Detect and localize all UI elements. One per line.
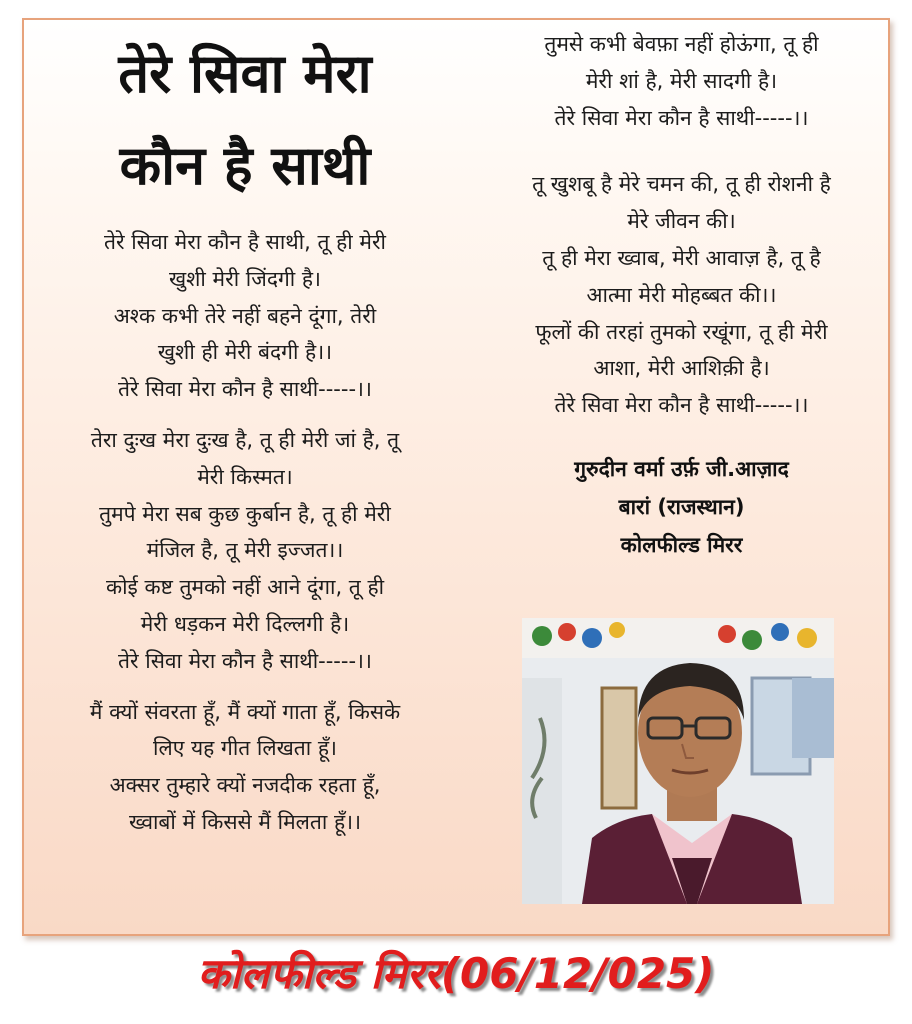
title-line: तेरे सिवा मेरा bbox=[118, 42, 372, 105]
right-column bbox=[471, 20, 892, 564]
author-photo bbox=[522, 618, 834, 904]
poem-line: फूलों की तरहां तुमको रखूंगा, तू ही मेरी bbox=[535, 319, 828, 344]
poem-line: आशा, मेरी आशिक़ी है। bbox=[593, 356, 770, 381]
poem-line: मेरी शां है, मेरी सादगी है। bbox=[585, 68, 778, 93]
stanza bbox=[471, 26, 892, 136]
poem-line: लिए यह गीत लिखता हूँ। bbox=[153, 736, 337, 761]
footer-caption: कोलफील्ड मिरर(06/12/025) bbox=[197, 949, 715, 998]
poem-line: तेरा दुःख मेरा दुःख है, तू ही मेरी जां है, तू bbox=[90, 427, 400, 452]
poem-line: कोई कष्ट तुमको नहीं आने दूंगा, तू ही bbox=[105, 575, 385, 600]
author-publication: कोलफील्ड मिरर bbox=[620, 532, 743, 557]
poem-line: मेरी धड़कन मेरी दिल्लगी है। bbox=[140, 611, 350, 636]
stanza bbox=[24, 224, 466, 408]
poem-line: मैं क्यों संवरता हूँ, मैं क्यों गाता हूँ, किसके bbox=[89, 699, 401, 724]
poem-line: तुमपे मेरा सब कुछ कुर्बान है, तू ही मेरी bbox=[99, 501, 391, 526]
poem-line: तेरे सिवा मेरा कौन है साथी-----।। bbox=[554, 393, 809, 418]
left-column bbox=[24, 20, 466, 841]
poem-line: तू खुशबू है मेरे चमन की, तू ही रोशनी है bbox=[532, 172, 831, 197]
poem-line: अक्सर तुम्हारे क्यों नजदीक रहता हूँ, bbox=[109, 773, 381, 798]
poem-line: अश्क कभी तेरे नहीं बहने दूंगा, तेरी bbox=[113, 303, 377, 328]
poem-title bbox=[24, 20, 466, 212]
poem-line: तेरे सिवा मेरा कौन है साथी-----।। bbox=[118, 377, 372, 402]
poem-line: ख्वाबों में किससे मैं मिलता हूँ।। bbox=[128, 809, 362, 834]
title-line: कौन है साथी bbox=[119, 134, 371, 197]
poem-line: तेरे सिवा मेरा कौन है साथी, तू ही मेरी bbox=[104, 230, 386, 254]
author-place: बारां (राजस्थान) bbox=[618, 494, 745, 519]
poem-line: खुशी मेरी जिंदगी है। bbox=[168, 266, 322, 291]
poem-line: मेरे जीवन की। bbox=[627, 209, 736, 234]
poem-line: आत्मा मेरी मोहब्बत की।। bbox=[586, 282, 777, 307]
poem-line: तुमसे कभी बेवफ़ा नहीं होऊंगा, तू ही bbox=[544, 32, 819, 56]
stanza bbox=[24, 694, 466, 841]
poem-card bbox=[22, 18, 890, 936]
poem-line: तू ही मेरा ख्वाब, मेरी आवाज़ है, तू है bbox=[542, 245, 821, 270]
poem-line: मेरी किस्मत। bbox=[197, 464, 293, 489]
stanza bbox=[24, 422, 466, 680]
poem-line: तेरे सिवा मेरा कौन है साथी-----।। bbox=[118, 648, 372, 673]
poem-line: तेरे सिवा मेरा कौन है साथी-----।। bbox=[554, 105, 809, 130]
author-name: गुरुदीन वर्मा उर्फ़ जी.आज़ाद bbox=[574, 456, 789, 481]
poem-line: मंजिल है, तू मेरी इज्जत।। bbox=[146, 538, 344, 563]
poem-line: खुशी ही मेरी बंदगी है।। bbox=[157, 340, 333, 365]
author-credit bbox=[471, 450, 892, 564]
stanza bbox=[471, 166, 892, 424]
